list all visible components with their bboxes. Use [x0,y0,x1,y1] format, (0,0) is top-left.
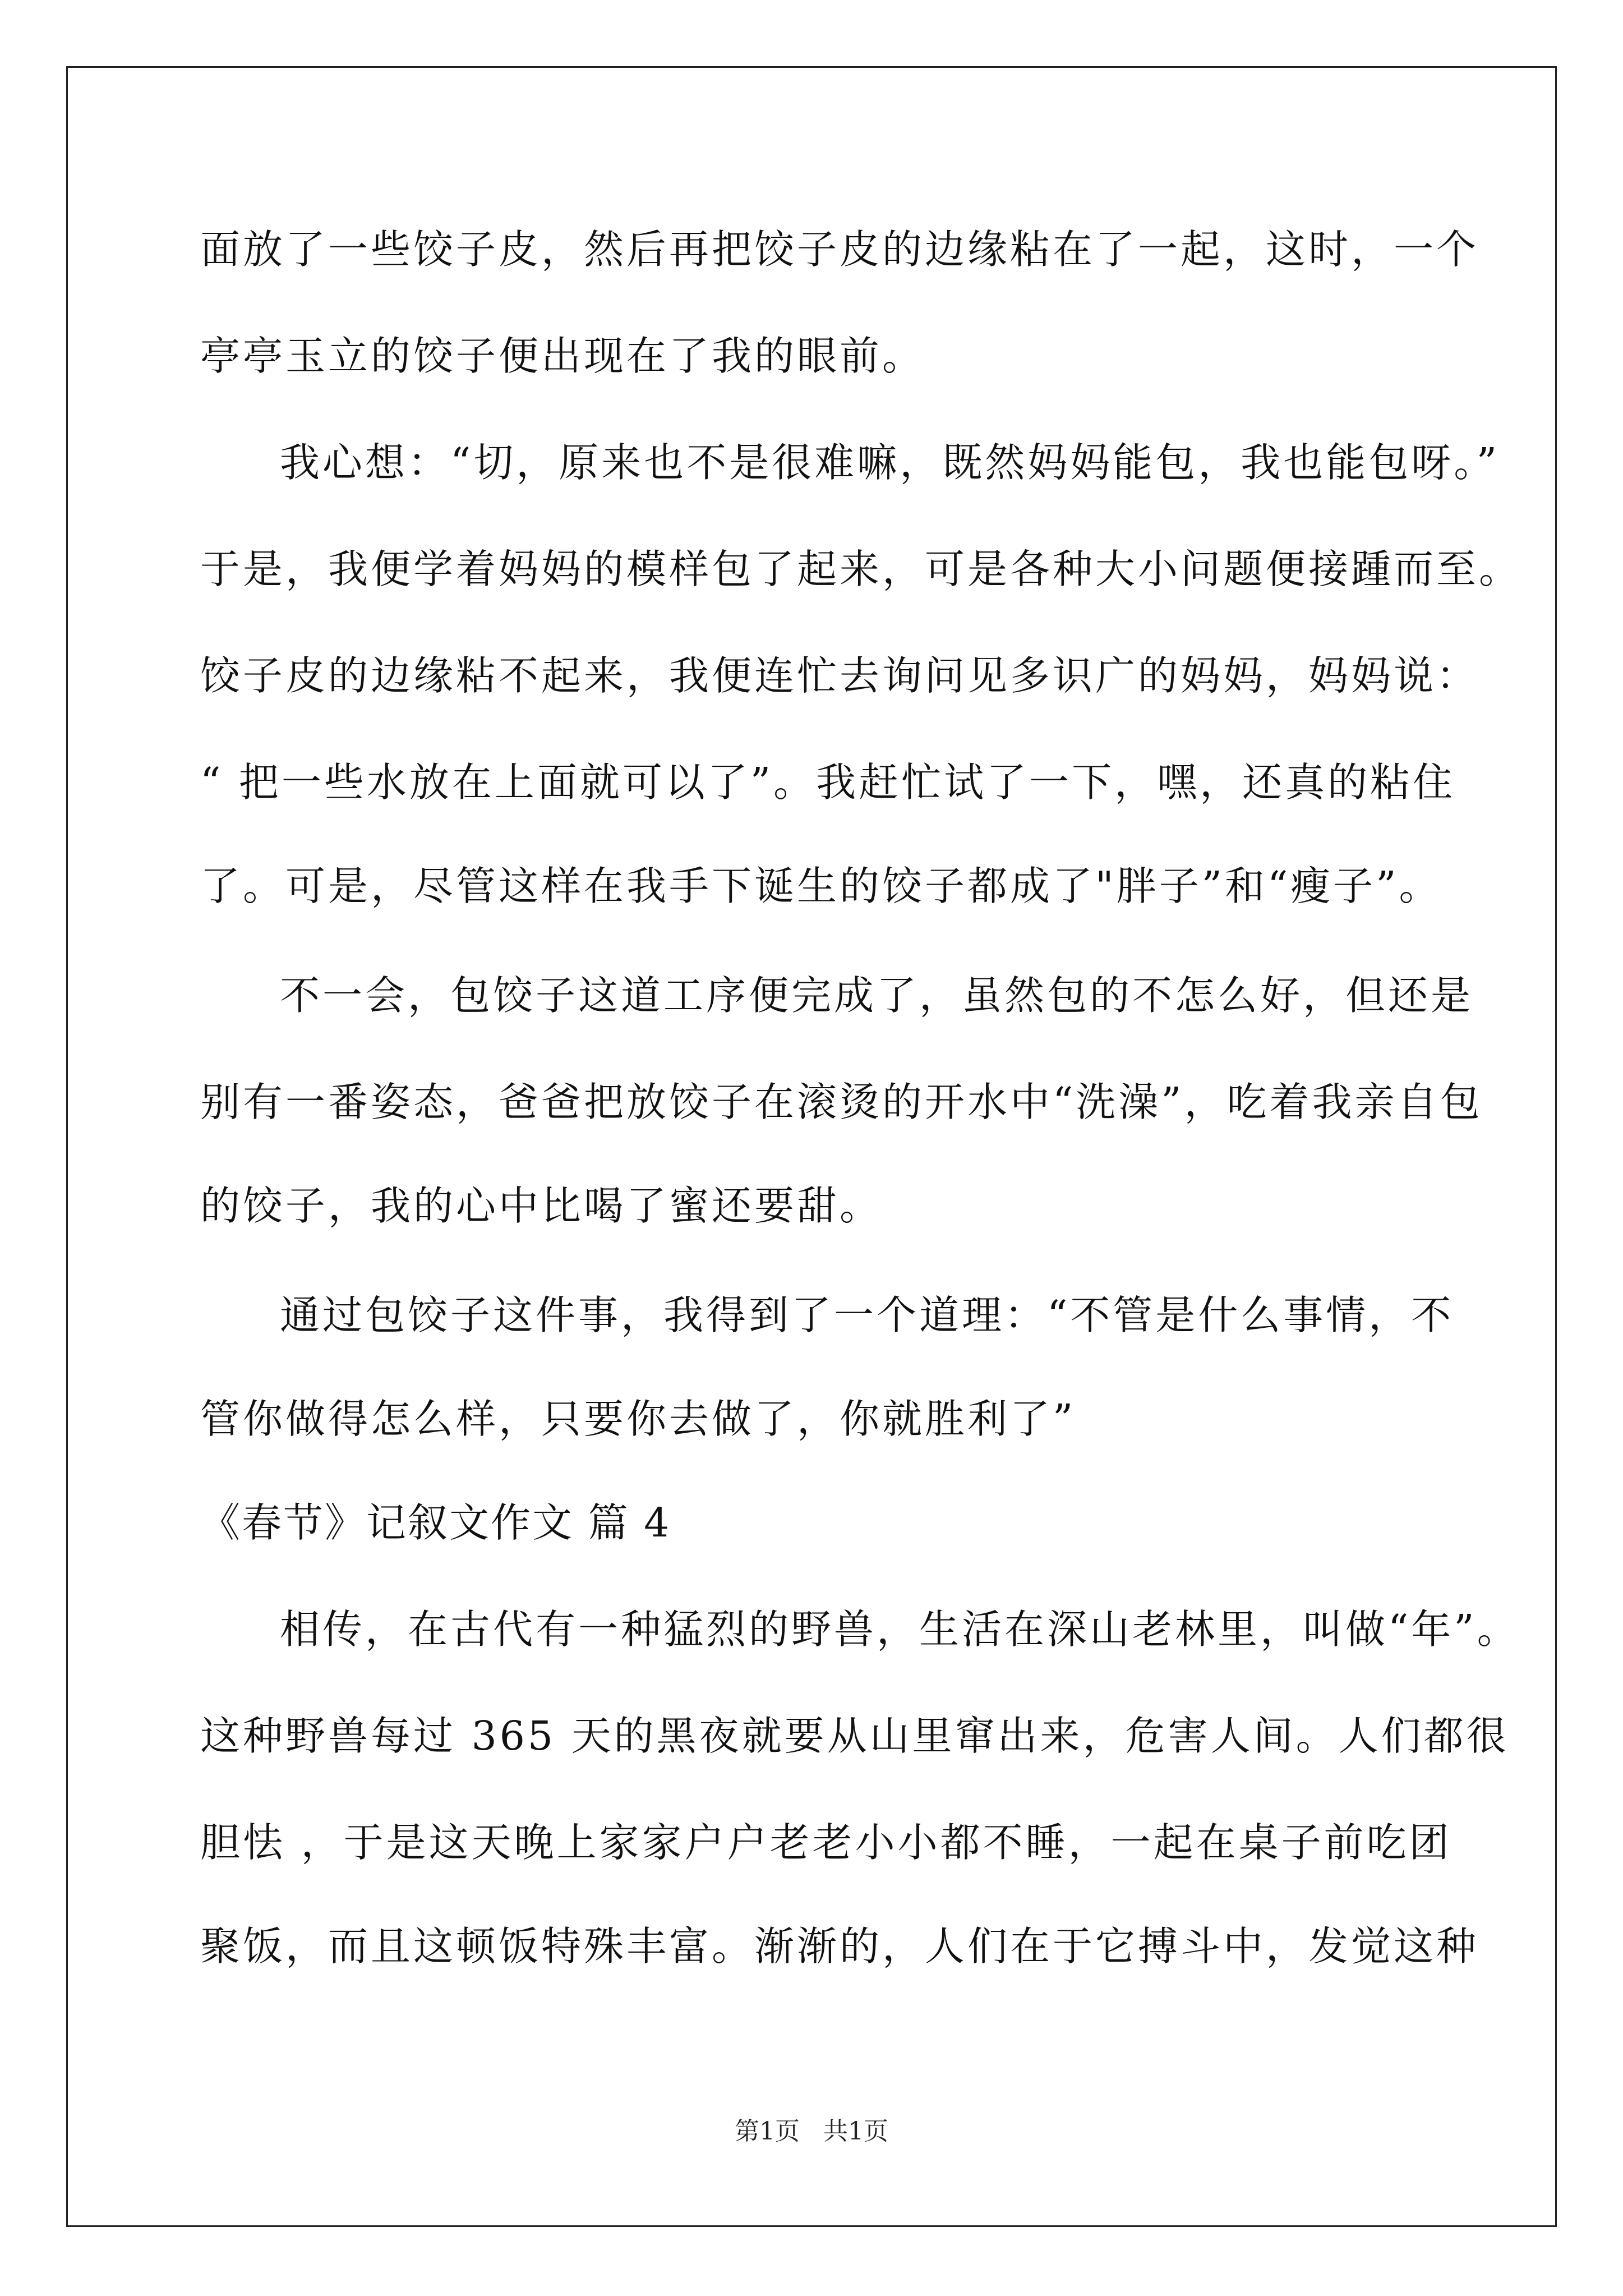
text-line: 的饺子，我的心中比喝了蜜还要甜。 [200,1182,883,1229]
text-line: “ 把一些水放在上面就可以了”。我赶忙试了一下，嘿，还真的粘住 [200,759,1456,806]
section-heading: 《春节》记叙文作文 篇 4 [200,1499,671,1546]
paragraph-start-line: 通过包饺子这件事，我得到了一个道理：“不管是什么事情，不 [280,1292,1454,1338]
text-line: 这种野兽每过 365 天的黑夜就要从山里窜出来，危害人间。人们都很 [200,1713,1509,1759]
paragraph-start-line: 我心想：“切，原来也不是很难嘛，既然妈妈能包，我也能包呀。” [280,439,1500,486]
text-line: 亭亭玉立的饺子便出现在了我的眼前。 [200,333,925,379]
text-line: 面放了一些饺子皮，然后再把饺子皮的边缘粘在了一起，这时，一个 [200,226,1479,273]
page-footer: 第1页 共1页 [735,2117,888,2146]
paragraph-start-line: 相传，在古代有一种猛烈的野兽，生活在深山老林里，叫做“年”。 [280,1606,1520,1653]
text-line: 了。可是，尽管这样在我手下诞生的饺子都成了"胖子”和“瘦子”。 [200,863,1442,909]
text-line: 管你做得怎么样，只要你去做了，你就胜利了” [200,1396,1076,1442]
paragraph-start-line: 不一会，包饺子这道工序便完成了，虽然包的不怎么好，但还是 [280,972,1474,1019]
text-line: 别有一番姿态，爸爸把放饺子在滚烫的开水中“洗澡”，吃着我亲自包 [200,1079,1483,1125]
text-line: 饺子皮的边缘粘不起来，我便连忙去询问见多识广的妈妈，妈妈说： [200,652,1479,699]
text-line: 于是，我便学着妈妈的模样包了起来，可是各种大小问题便接踵而至。 [200,546,1522,592]
text-line: 聚饭，而且这顿饭特殊丰富。渐渐的，人们在于它搏斗中，发觉这种 [200,1923,1479,1970]
page-border [66,66,1557,2227]
text-line: 胆怯 ，于是这天晚上家家户户老老小小都不睡，一起在桌子前吃团 [200,1819,1452,1866]
